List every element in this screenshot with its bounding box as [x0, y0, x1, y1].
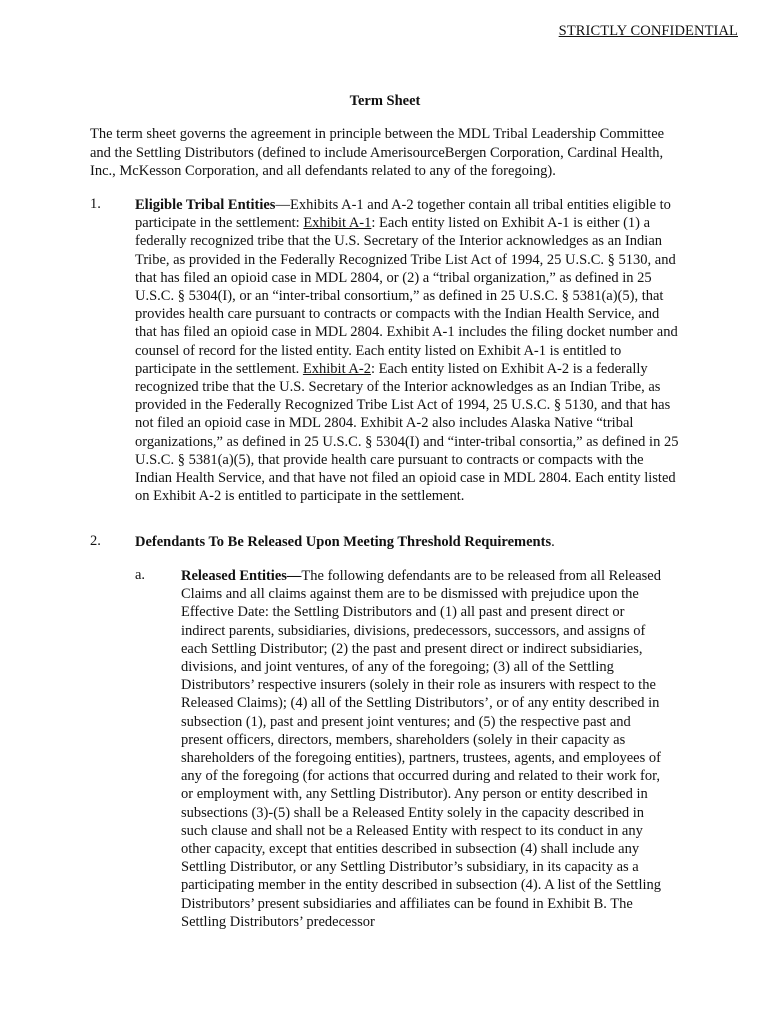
subsection-letter: a. [135, 567, 146, 583]
section-heading: Defendants To Be Released Upon Meeting Threshold Requirements [135, 534, 552, 550]
intro-paragraph: The term sheet governs the agreement in principle between the MDL Tribal Leadership Committee and the Settling Distributors (defined to include AmerisourceBergen Corporation, Cardinal Health, Inc., McKesson Corporation, and all defendants related to any of the foregoing). [90, 126, 665, 179]
section-heading-end: . [551, 534, 555, 550]
subsection-text: The following defendants are to be released from all Released Claims and all claims against them are to be dismissed with prejudice upon the Effective Date: the Settling Distributors and (1) all past and present direct or indirect parents, subsidiaries, divisions, predecessors, successors, and assigns of each Settling Distributor; (2) the past and present direct or indirect subsidiaries, divisions, and joint ventures, of any of the foregoing; (3) all of the Settling Distributors’ respective insurers (solely in their role as insurers with respect to the Released Claims); (4) all of the Settling Distributors’, or of any entity described in subsection (1), past and present joint ventures; and (5) the respective past and present officers, directors, members, shareholders (solely in their capacity as shareholders of the foregoing entities), partners, trustees, agents, and employees of any of the foregoing (for actions that occurred during and related to their work for, or employment with, any Settling Distributor). Any person or entity described in subsections (3)-(5) shall be a Released Entity solely in the capacity described in such clause and shall not be a Released Entity with respect to its conduct in any other capacity, except that entities described in subsection (4) shall include any Settling Distributor, or any Settling Distributor’s subsidiary, in its capacity as a participating member in the entity described in subsection (4). A list of the Settling Distributors’ present subsidiaries and affiliates can be found in Exhibit B. The Settling Distributors’ predecessor [181, 568, 662, 930]
subsection-heading: Released Entities— [181, 568, 302, 584]
section-number: 2. [90, 533, 101, 549]
section-eligible-tribal-entities [135, 196, 683, 505]
section-lead: —Exhibits A-1 and A-2 together contain all tribal entities eligible to participate in the settlement: [135, 197, 671, 232]
confidential-header: STRICTLY CONFIDENTIAL [558, 23, 738, 39]
section-heading: Eligible Tribal Entities [135, 197, 276, 213]
section-defendants-released [135, 533, 695, 551]
section-number: 1. [90, 196, 101, 212]
subsection-released-entities [181, 567, 665, 931]
page-title: Term Sheet [349, 93, 421, 109]
exhibit-a1-text: : Each entity listed on Exhibit A-1 is either (1) a federally recognized tribe that the U.S. Secretary of the Interior acknowledges as an Indian Tribe, as provided in the Federally Recognized Tribe List Act of 1994, 25 U.S.C. § 5130, and that has filed an opioid case in MDL 2804, or (2) a “tribal organization,” as defined in 25 U.S.C. § 5304(I), or an “inter-tribal consortium,” as defined in 25 U.S.C. § 5381(a)(5), that provides health care pursuant to contracts or compacts with the Indian Health Service, and that has filed an opioid case in MDL 2804. Exhibit A-1 includes the filing docket number and counsel of record for the listed entity. Each entity listed on Exhibit A-1 is entitled to participate in the settlement. [135, 215, 678, 377]
exhibit-a2-text: : Each entity listed on Exhibit A-2 is a federally recognized tribe that the U.S. Secretary of the Interior acknowledges as an Indian Tribe, as provided in the Federally Recognized Tribe List Act of 1994, 25 U.S.C. § 5130, and that has not filed an opioid case in MDL 2804. Exhibit A-2 also includes Alaska Native “tribal organizations,” as defined in 25 U.S.C. § 5304(I) and “inter-tribal consortia,” as defined in 25 U.S.C. § 5381(a)(5), that provide health care pursuant to contracts or compacts with the Indian Health Service, and that have not filed an opioid case in MDL 2804. Each entity listed on Exhibit A-2 is entitled to participate in the settlement. [135, 360, 679, 505]
exhibit-a1-label: Exhibit A-1 [303, 215, 372, 232]
exhibit-a2-label: Exhibit A-2 [302, 360, 371, 377]
